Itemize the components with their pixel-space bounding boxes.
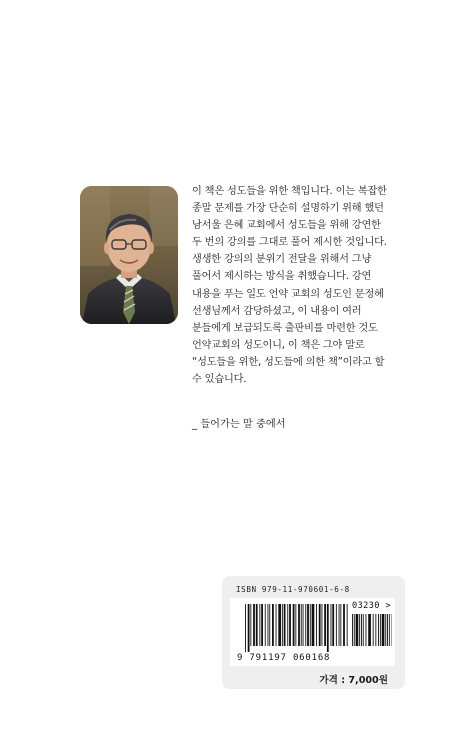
barcode-bar <box>298 604 300 646</box>
excerpt-line: 종말 문제를 가장 단순히 설명하기 위해 했던 <box>192 203 384 215</box>
barcode-bar <box>284 604 286 646</box>
excerpt-line: 생생한 강의의 분위기 전달을 위해서 그냥 <box>192 254 372 266</box>
barcode-bar <box>268 604 269 646</box>
barcode-bar <box>327 604 329 652</box>
excerpt-line: 남서울 은혜 교회에서 성도들을 위해 강연한 <box>192 220 381 232</box>
author-portrait-image <box>80 186 178 324</box>
excerpt-line: 수 있습니다. <box>192 374 247 386</box>
excerpt-line: 두 번의 강의를 그대로 풀어 제시한 것입니다. <box>192 237 387 249</box>
excerpt-line: 분들에게 보급되도록 출판비를 마련한 것도 <box>192 322 378 334</box>
barcode-bar <box>363 614 364 646</box>
barcode-bar <box>307 604 309 646</box>
barcode-bar <box>248 604 250 652</box>
barcode-bar <box>295 604 296 646</box>
barcode-bar <box>336 604 337 646</box>
excerpt-line: 내용을 푸는 일도 언약 교회의 성도인 문정혜 <box>192 288 384 300</box>
barcode-bar <box>387 614 388 646</box>
barcode-bars <box>245 604 349 652</box>
barcode-bar <box>303 604 304 646</box>
barcode-bar <box>253 604 255 646</box>
barcode-bar <box>278 604 281 646</box>
barcode-bar <box>305 604 306 646</box>
barcode-bar <box>312 604 315 646</box>
barcode-bar <box>269 604 270 646</box>
excerpt-line: 풀어서 제시하는 방식을 취했습니다. 강연 <box>192 271 372 283</box>
barcode-bar <box>250 604 251 646</box>
barcode-bar <box>378 614 379 646</box>
barcode-bar <box>380 614 381 646</box>
excerpt-line: 이 책은 성도들을 위한 책입니다. 이는 복잡한 <box>192 186 387 197</box>
barcode-bar <box>361 614 362 646</box>
barcode-bar <box>272 604 274 646</box>
barcode-bar <box>359 614 360 646</box>
barcode-bar <box>339 604 340 646</box>
barcode-bar <box>332 604 334 646</box>
barcode-bar <box>389 614 390 646</box>
barcode-bar <box>245 604 246 652</box>
barcode-bar <box>385 614 386 646</box>
isbn-number: ISBN 979-11-970601-6-8 <box>236 585 350 594</box>
barcode-bar <box>352 614 353 646</box>
barcode-bar <box>347 604 348 646</box>
barcode-bar <box>261 604 263 646</box>
barcode-bar <box>340 604 341 646</box>
excerpt-line: 언약교회의 성도이니, 이 책은 그야 말로 <box>192 339 365 351</box>
excerpt-paragraph <box>192 183 395 388</box>
excerpt-line: 선생님께서 감당하셨고, 이 내용이 여러 <box>192 305 362 317</box>
barcode-bar <box>324 604 326 646</box>
barcode-panel <box>222 576 405 689</box>
barcode-bar <box>331 604 332 646</box>
barcode-bar <box>356 614 359 646</box>
barcode-bar <box>375 614 376 646</box>
excerpt-line: “성도들을 위한, 성도들에 의한 책”이라고 할 <box>192 356 385 368</box>
barcode-bar <box>322 604 323 646</box>
barcode-bar <box>343 604 345 646</box>
barcode-bar <box>310 604 311 646</box>
barcode-bar <box>276 604 277 646</box>
barcode-bar <box>287 604 288 646</box>
barcode-bar <box>301 604 302 646</box>
barcode-bar <box>368 614 371 646</box>
barcode-bar <box>373 614 374 646</box>
barcode-bar <box>319 604 321 646</box>
excerpt-source: _ 들어가는 말 중에서 <box>192 419 286 430</box>
barcode-bar <box>289 604 291 646</box>
barcode-bar <box>382 614 385 646</box>
author-photo <box>80 186 178 324</box>
barcode-digits: 9 791197 060168 <box>237 653 331 663</box>
addon-code: 03230 > <box>352 601 392 611</box>
price-label: 가격 : 7,000원 <box>319 675 388 686</box>
barcode-bar <box>259 604 260 646</box>
addon-bars <box>352 614 392 652</box>
barcode-bar <box>354 614 355 646</box>
barcode-bar <box>366 614 367 646</box>
barcode-bar <box>265 604 266 646</box>
barcode-bar <box>316 604 317 646</box>
barcode <box>230 598 395 666</box>
barcode-bar <box>282 604 283 646</box>
barcode-bar <box>293 604 295 646</box>
barcode-bar <box>256 604 258 646</box>
